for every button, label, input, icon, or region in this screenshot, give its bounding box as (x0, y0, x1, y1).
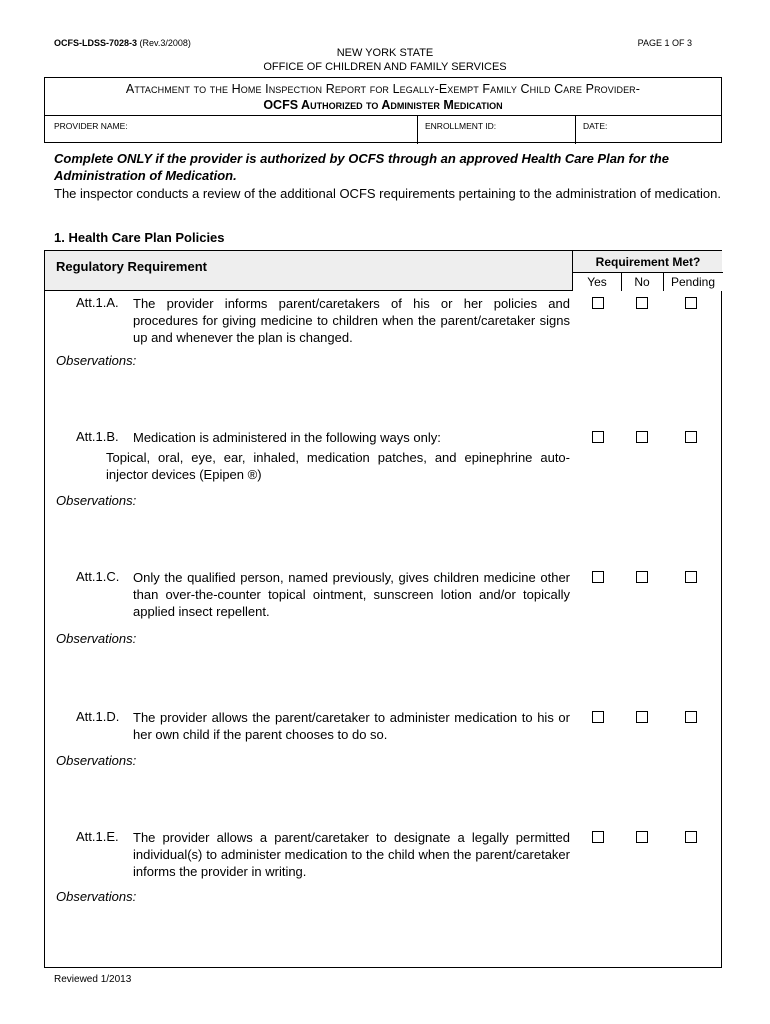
col-pending: Pending (670, 275, 716, 289)
form-subtitle: OCFS Authorized to Administer Medication (263, 98, 503, 112)
date-field[interactable]: DATE: (583, 121, 608, 131)
yes-checkbox[interactable] (592, 831, 604, 843)
table-header (45, 251, 722, 291)
reviewed-date: Reviewed 1/2013 (54, 974, 132, 985)
form-number: OCFS-LDSS-7028-3 (54, 38, 138, 48)
yes-checkbox[interactable] (592, 571, 604, 583)
yes-checkbox[interactable] (592, 431, 604, 443)
provider-name-field[interactable]: PROVIDER NAME: (54, 121, 128, 131)
provider-fields-row (45, 115, 721, 144)
pending-checkbox[interactable] (685, 831, 697, 843)
requirement-text: The provider informs parent/caretakers of his or her policies and procedures for giving medicine to children when the parent/caretaker signs up and whenever the plan is changed. (133, 296, 570, 345)
form-title: Attachment to the Home Inspection Report for Legally-Exempt Family Child Care Provider- (125, 82, 641, 96)
pending-checkbox[interactable] (685, 297, 697, 309)
section-title: 1. Health Care Plan Policies (54, 230, 225, 245)
requirement-text: The provider allows the parent/caretaker to administer medication to his or her own child if the parent chooses to do so. (133, 710, 570, 742)
observations-label: Observations: (56, 493, 137, 508)
regulatory-requirement-header: Regulatory Requirement (56, 259, 207, 274)
yes-checkbox[interactable] (592, 711, 604, 723)
observations-label: Observations: (56, 353, 137, 368)
yes-checkbox[interactable] (592, 297, 604, 309)
col-yes: Yes (587, 275, 607, 289)
pending-checkbox[interactable] (685, 571, 697, 583)
requirements-table (44, 250, 722, 968)
requirement-code: Att.1.B. (76, 429, 119, 444)
requirement-text: Only the qualified person, named previously, gives children medicine other than over-the-counter topical ointment, sunscreen lotion and/or topically applied insect repellent. (133, 570, 570, 619)
no-checkbox[interactable] (636, 571, 648, 583)
requirement-subtext: Topical, oral, eye, ear, inhaled, medication patches, and epinephrine auto-injector devices (Epipen ®) (106, 450, 570, 482)
form-revision: (Rev.3/2008) (139, 38, 191, 48)
field-divider (575, 116, 576, 144)
state-name: NEW YORK STATE (336, 47, 434, 59)
no-checkbox[interactable] (636, 431, 648, 443)
requirement-met-columns (573, 272, 723, 291)
observations-label: Observations: (56, 889, 137, 904)
pending-checkbox[interactable] (685, 711, 697, 723)
title-box (44, 77, 722, 143)
no-checkbox[interactable] (636, 711, 648, 723)
requirement-met-header (572, 251, 723, 290)
col-no: No (634, 275, 650, 289)
pending-checkbox[interactable] (685, 431, 697, 443)
page-number: PAGE 1 OF 3 (637, 38, 692, 48)
field-divider (417, 116, 418, 144)
no-checkbox[interactable] (636, 297, 648, 309)
requirement-code: Att.1.C. (76, 569, 120, 584)
requirement-code: Att.1.A. (76, 295, 119, 310)
requirement-met-title: Requirement Met? (595, 255, 701, 269)
intro-text: The inspector conducts a review of the additional OCFS requirements pertaining to the administration of medication. (54, 186, 721, 201)
observations-label: Observations: (56, 753, 137, 768)
observations-label: Observations: (56, 631, 137, 646)
enrollment-id-field[interactable]: ENROLLMENT ID: (425, 121, 497, 131)
intro-instruction: Complete ONLY if the provider is authorized by OCFS through an approved Health Care Plan for the Administration of Medication. (54, 151, 669, 183)
requirement-text: Medication is administered in the following ways only: (133, 430, 441, 445)
requirement-code: Att.1.D. (76, 709, 120, 724)
no-checkbox[interactable] (636, 831, 648, 843)
requirement-code: Att.1.E. (76, 829, 119, 844)
requirement-text: The provider allows a parent/caretaker to designate a legally permitted individual(s) to administer medication to the child when the parent/caretaker informs the provider in writing. (133, 830, 570, 879)
office-name: OFFICE OF CHILDREN AND FAMILY SERVICES (263, 61, 507, 73)
